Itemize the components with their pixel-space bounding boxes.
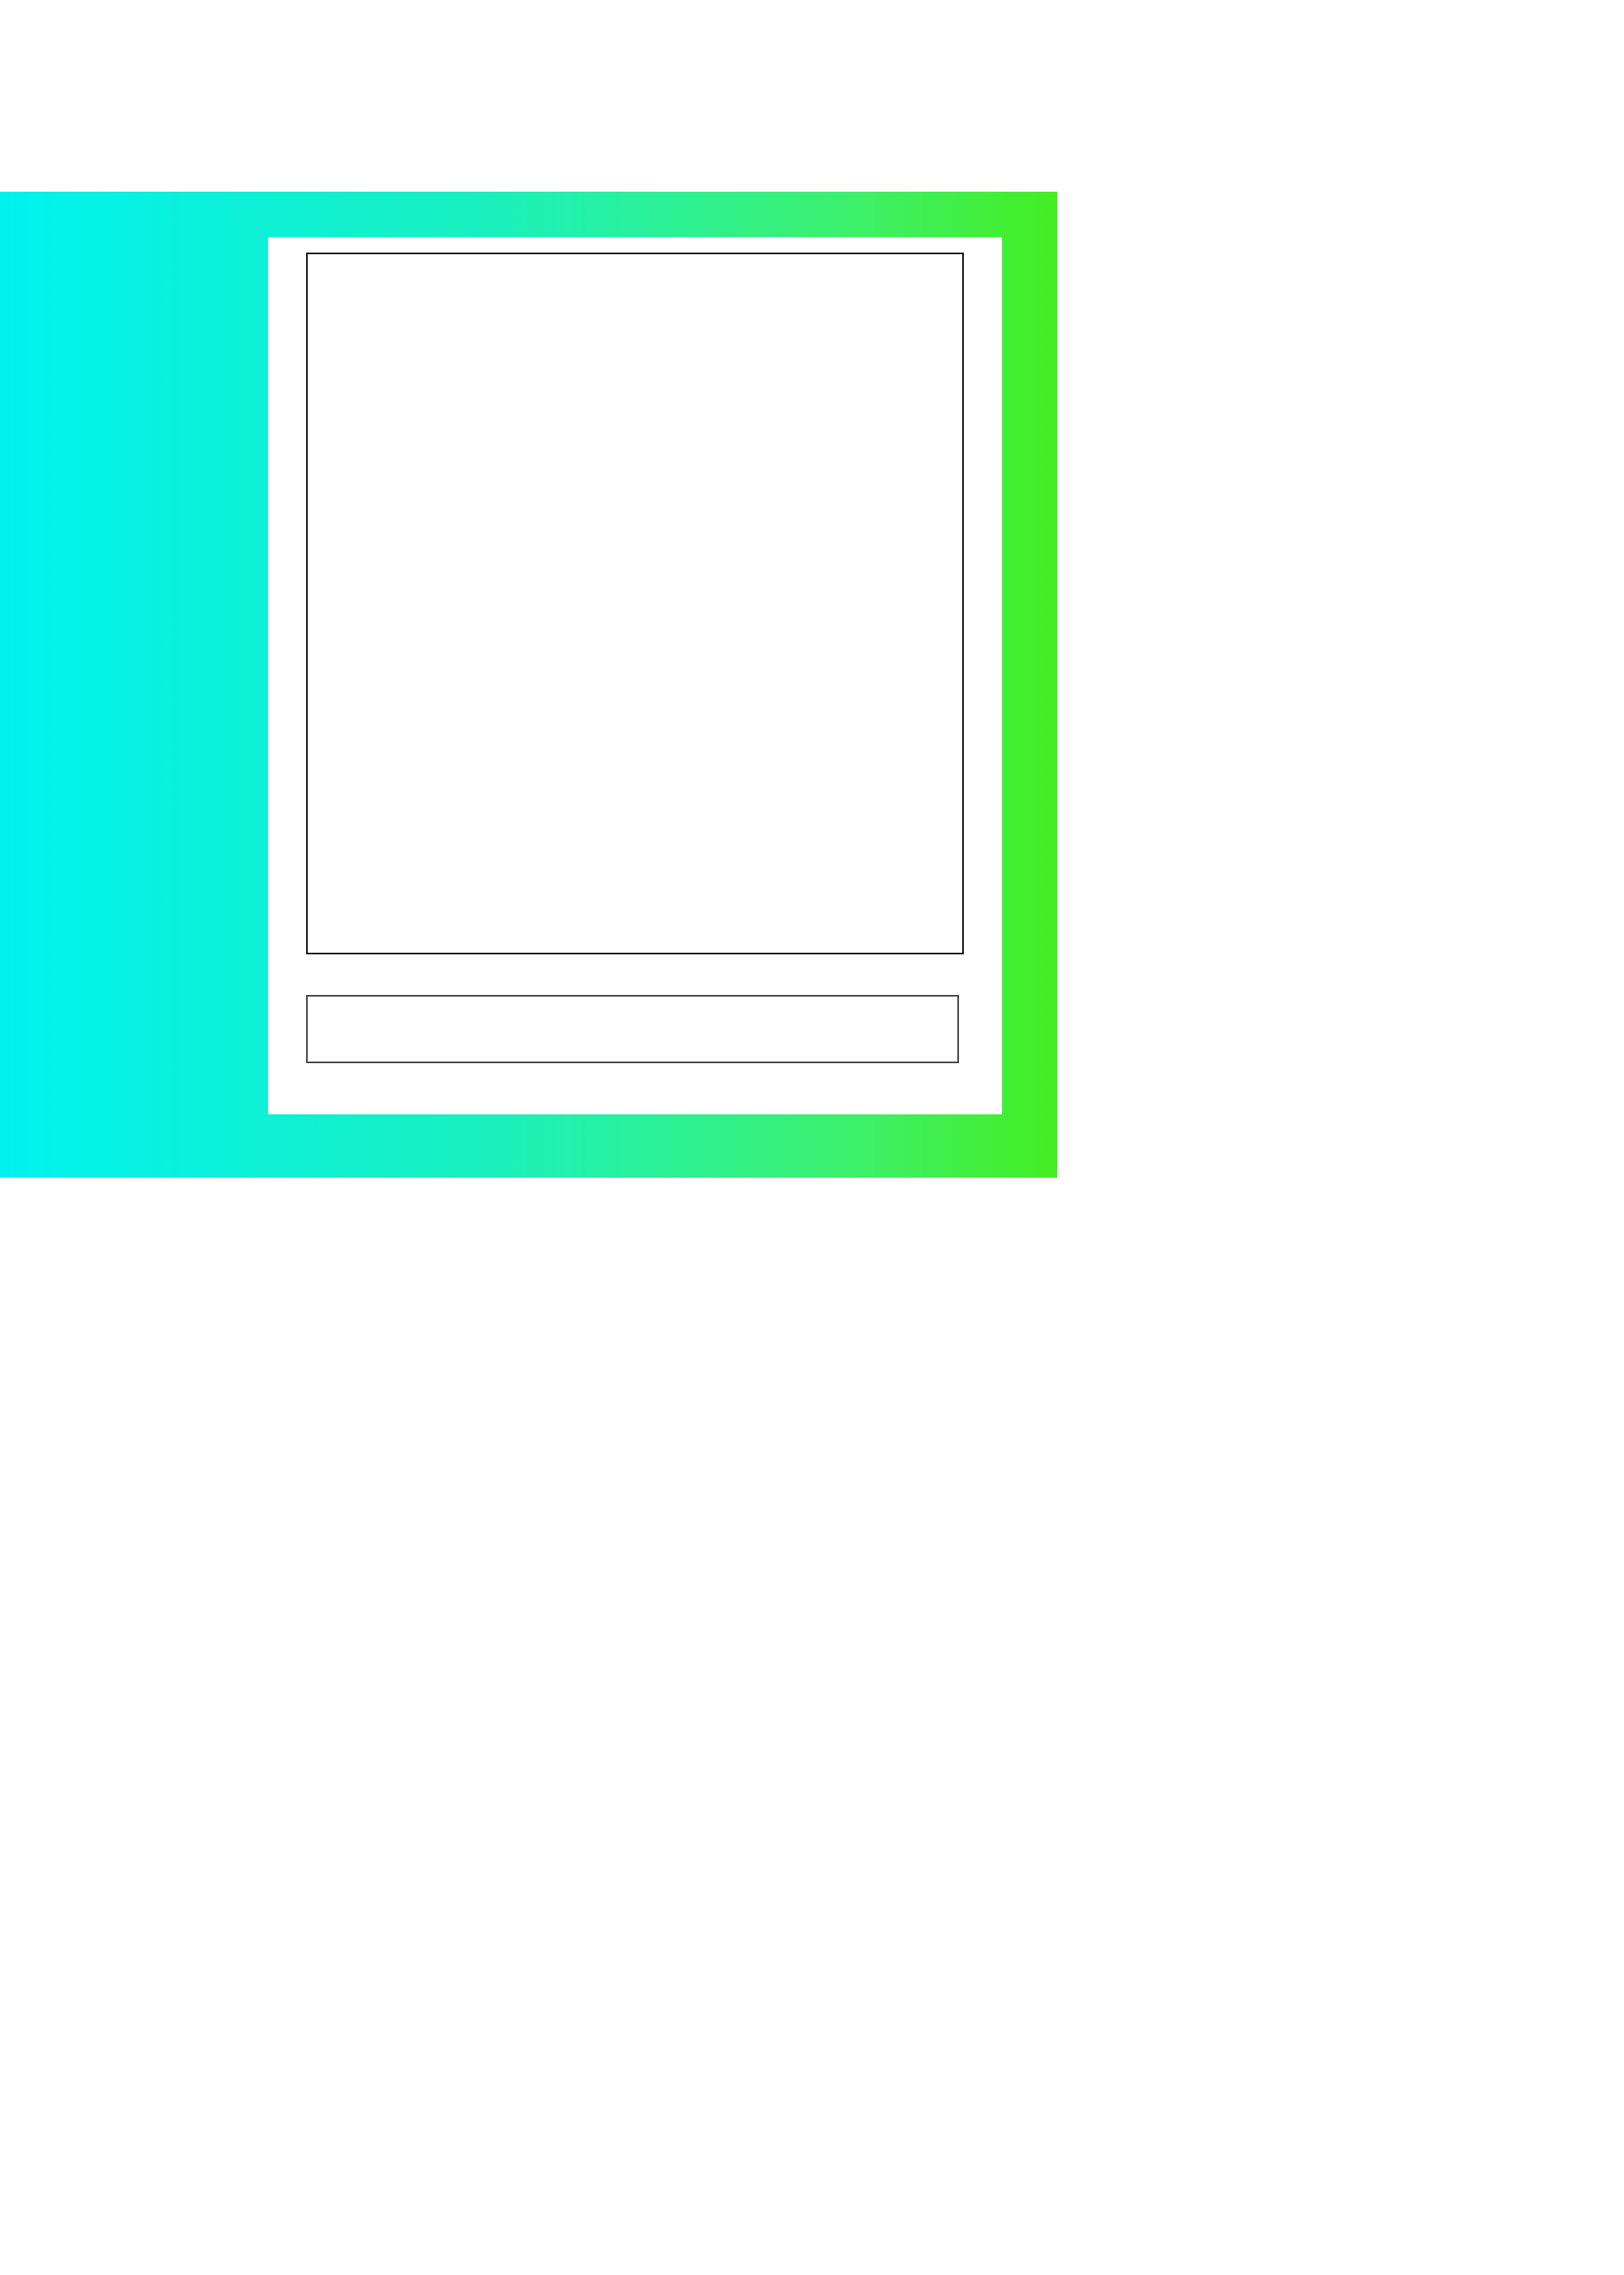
precipitation-map-graphic (308, 254, 962, 953)
colorbar (306, 995, 959, 1063)
precipitation-map (306, 253, 964, 954)
